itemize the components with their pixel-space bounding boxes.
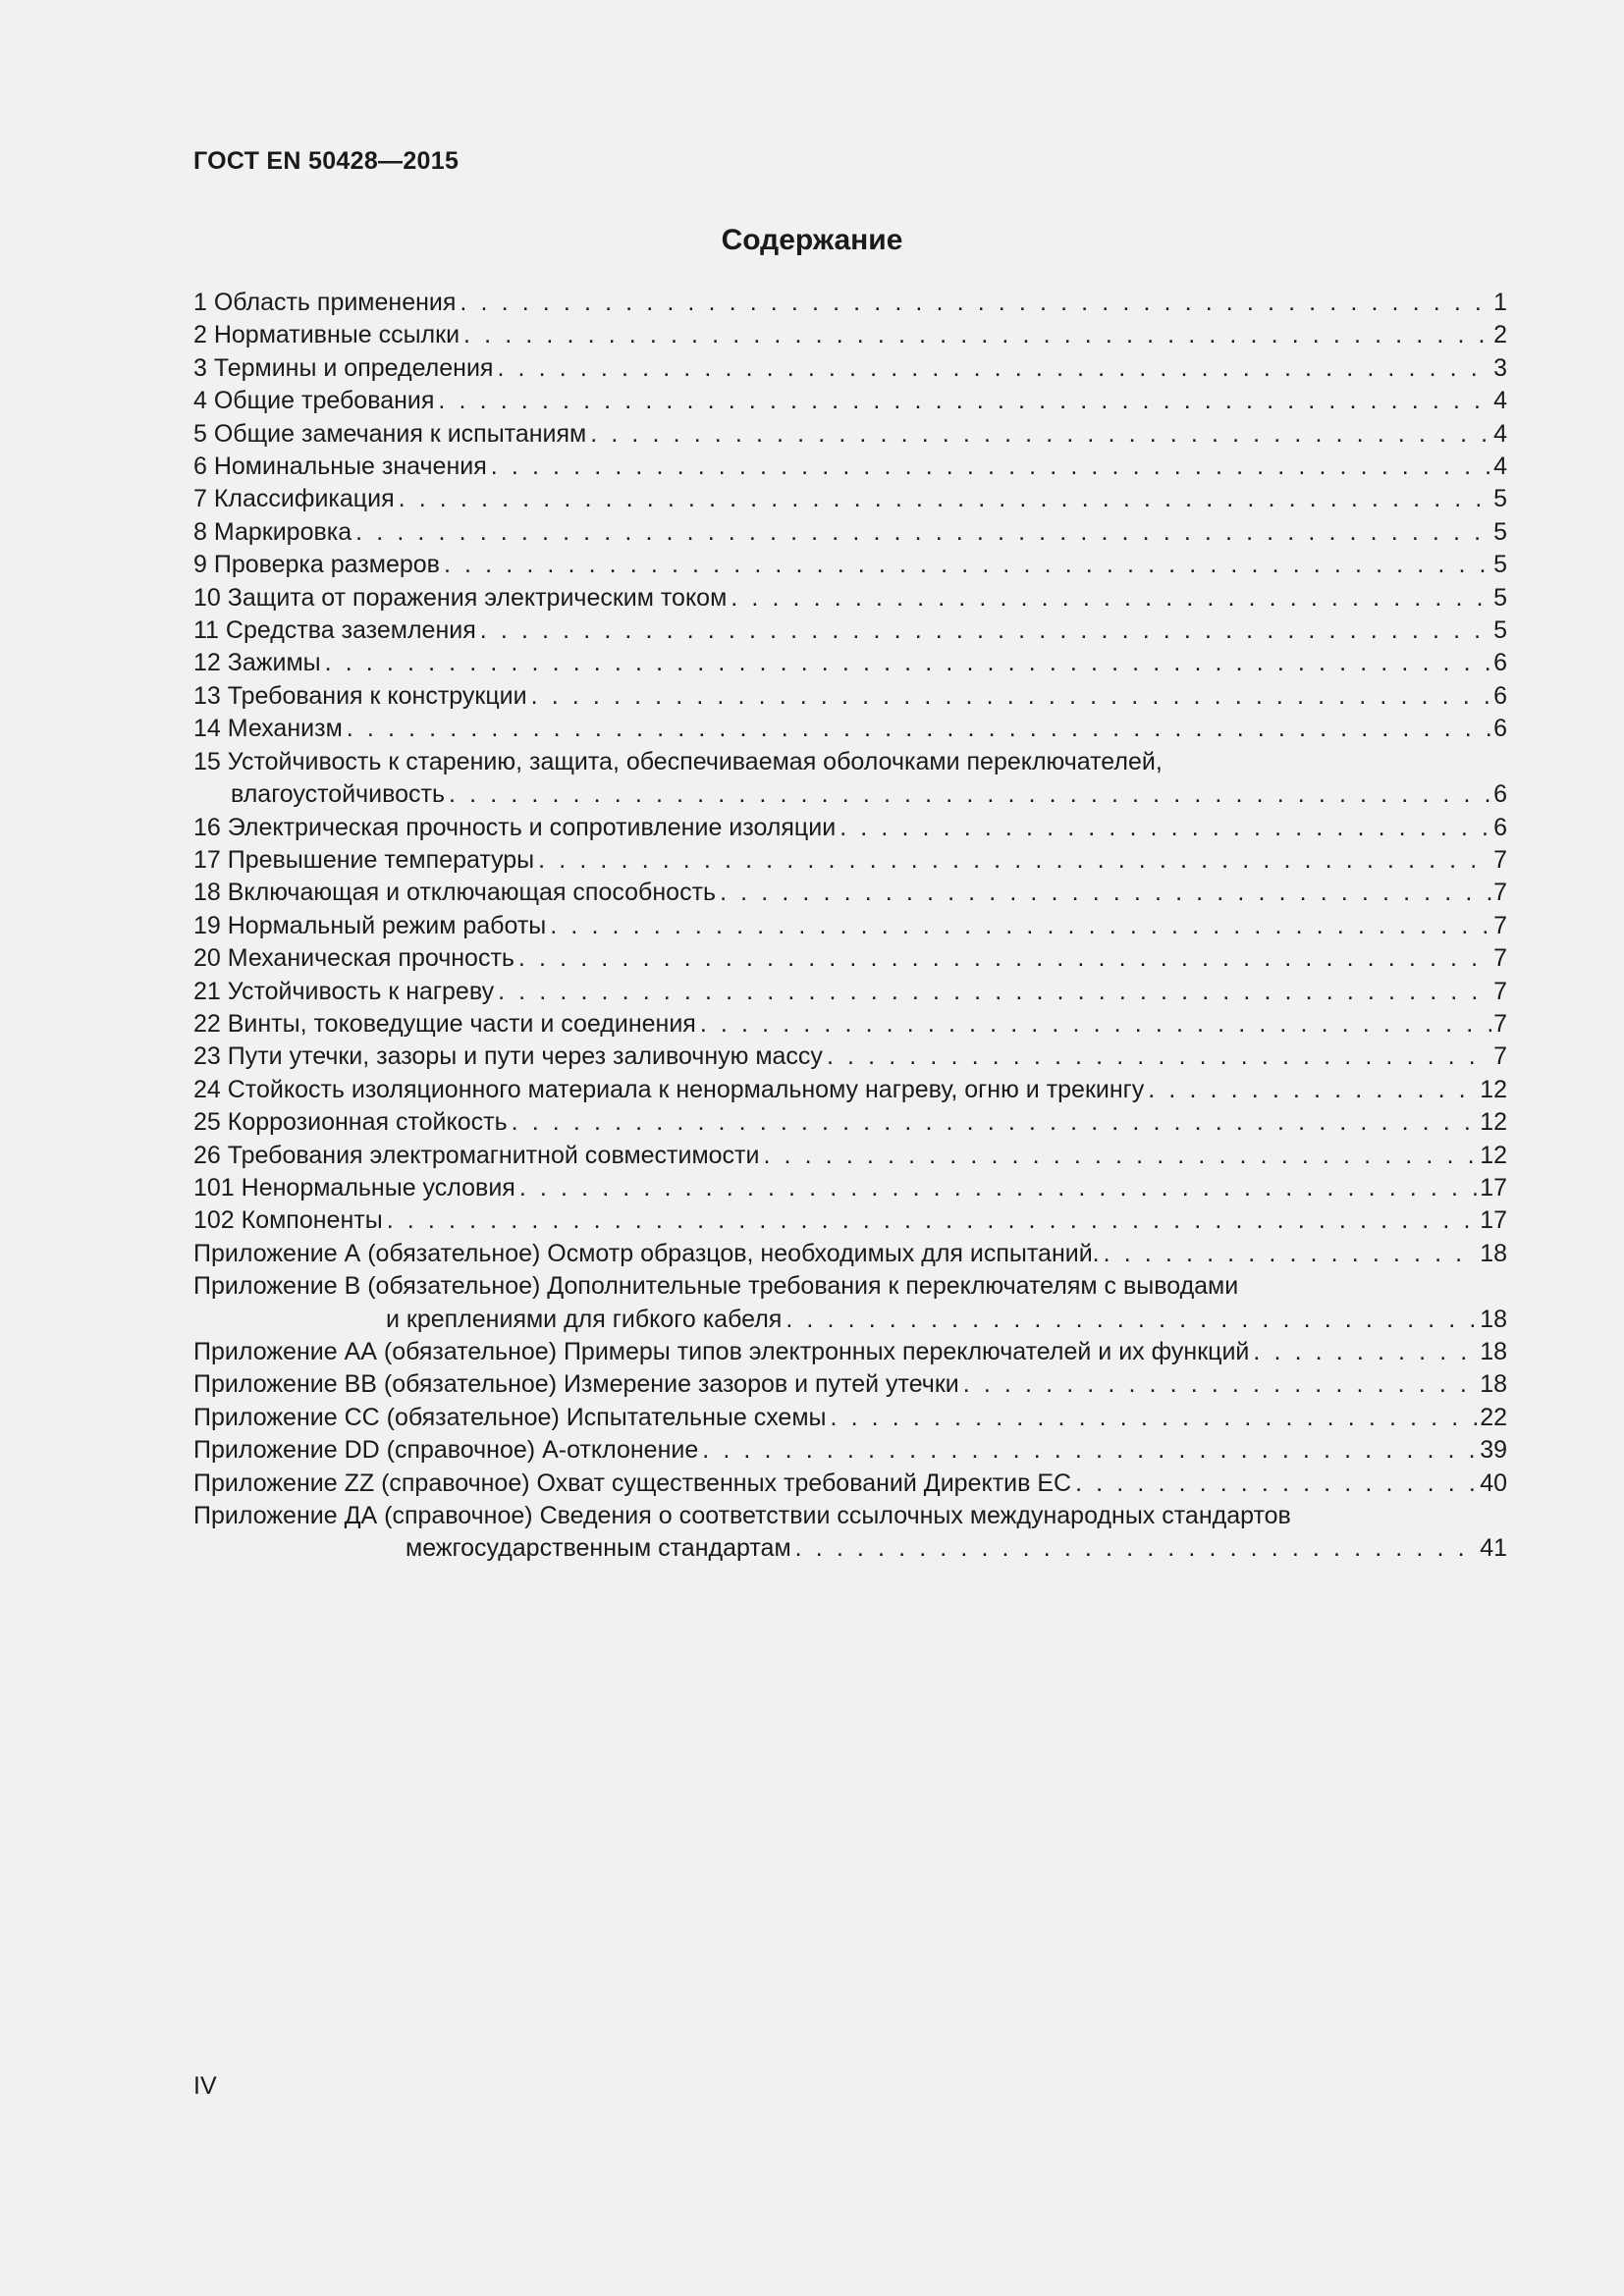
toc-entry[interactable]: 15 Устойчивость к старению, защита, обеспечиваемая оболочками переключателей, влагоустойчивость . . . 6 [193,746,1507,812]
toc-entry[interactable]: 26 Требования электромагнитной совместимости . . . 12 [193,1140,1507,1172]
toc-entry[interactable]: 9 Проверка размеров . . . 5 [193,549,1507,581]
document-header: ГОСТ EN 50428—2015 [193,147,460,175]
toc-entry[interactable]: 7 Классификация . . . 5 [193,483,1507,515]
toc-entry[interactable]: 24 Стойкость изоляционного материала к ненормальному нагреву, огню и трекингу . . . 12 [193,1074,1507,1106]
toc-entry[interactable]: Приложение А (обязательное) Осмотр образцов, необходимых для испытаний. . . . 18 [193,1238,1507,1270]
toc-entry[interactable]: 23 Пути утечки, зазоры и пути через заливочную массу . . . 7 [193,1041,1507,1073]
table-of-contents [193,287,1507,1566]
toc-entry[interactable]: 5 Общие замечания к испытаниям . . . 4 [193,418,1507,451]
toc-entry[interactable]: 13 Требования к конструкции . . . 6 [193,680,1507,713]
toc-entry[interactable]: 12 Зажимы . . . 6 [193,647,1507,679]
toc-entry[interactable]: 16 Электрическая прочность и сопротивление изоляции . . . 6 [193,812,1507,844]
toc-entry[interactable]: 14 Механизм . . . 6 [193,713,1507,745]
toc-entry[interactable]: 102 Компоненты . . . 17 [193,1204,1507,1237]
toc-entry[interactable]: 22 Винты, токоведущие части и соединения . . . 7 [193,1008,1507,1041]
toc-entry[interactable]: 25 Коррозионная стойкость . . . 12 [193,1106,1507,1139]
toc-entry[interactable]: 11 Средства заземления . . . 5 [193,614,1507,647]
toc-entry[interactable]: Приложение ДА (справочное) Сведения о соответствии ссылочных международных стандартов межгосударственным стандартам . . . 41 [193,1500,1507,1566]
toc-entry[interactable]: 10 Защита от поражения электрическим током . . . 5 [193,582,1507,614]
page-number: IV [193,2072,217,2100]
toc-entry[interactable]: 21 Устойчивость к нагреву . . . 7 [193,976,1507,1008]
toc-entry[interactable]: 3 Термины и определения . . . 3 [193,352,1507,385]
toc-entry[interactable]: Приложение СС (обязательное) Испытательные схемы . . . 22 [193,1402,1507,1434]
toc-entry[interactable]: 4 Общие требования . . . 4 [193,385,1507,417]
toc-entry[interactable]: Приложение АА (обязательное) Примеры типов электронных переключателей и их функций . . . 18 [193,1336,1507,1368]
toc-entry[interactable]: 2 Нормативные ссылки . . . 2 [193,319,1507,351]
toc-entry[interactable]: 8 Маркировка . . . 5 [193,516,1507,549]
toc-entry[interactable]: Приложение ZZ (справочное) Охват существенных требований Директив ЕС . . . 40 [193,1468,1507,1500]
toc-entry[interactable]: 18 Включающая и отключающая способность . . . 7 [193,877,1507,909]
toc-entry[interactable]: 17 Превышение температуры . . . 7 [193,844,1507,877]
toc-entry[interactable]: 101 Ненормальные условия . . . 17 [193,1172,1507,1204]
toc-entry[interactable]: 20 Механическая прочность . . . 7 [193,942,1507,975]
toc-entry[interactable]: Приложение ВВ (обязательное) Измерение зазоров и путей утечки . . . 18 [193,1368,1507,1401]
toc-title: Содержание [721,224,903,256]
toc-entry[interactable]: 6 Номинальные значения . . . 4 [193,451,1507,483]
toc-entry[interactable]: 1 Область применения . . . 1 [193,287,1507,319]
toc-entry[interactable]: Приложение DD (справочное) А-отклонение . . . 39 [193,1434,1507,1467]
toc-entry[interactable]: Приложение В (обязательное) Дополнительные требования к переключателям с выводами и креплениями для гибкого кабеля . . . 18 [193,1270,1507,1336]
toc-entry[interactable]: 19 Нормальный режим работы . . . 7 [193,910,1507,942]
